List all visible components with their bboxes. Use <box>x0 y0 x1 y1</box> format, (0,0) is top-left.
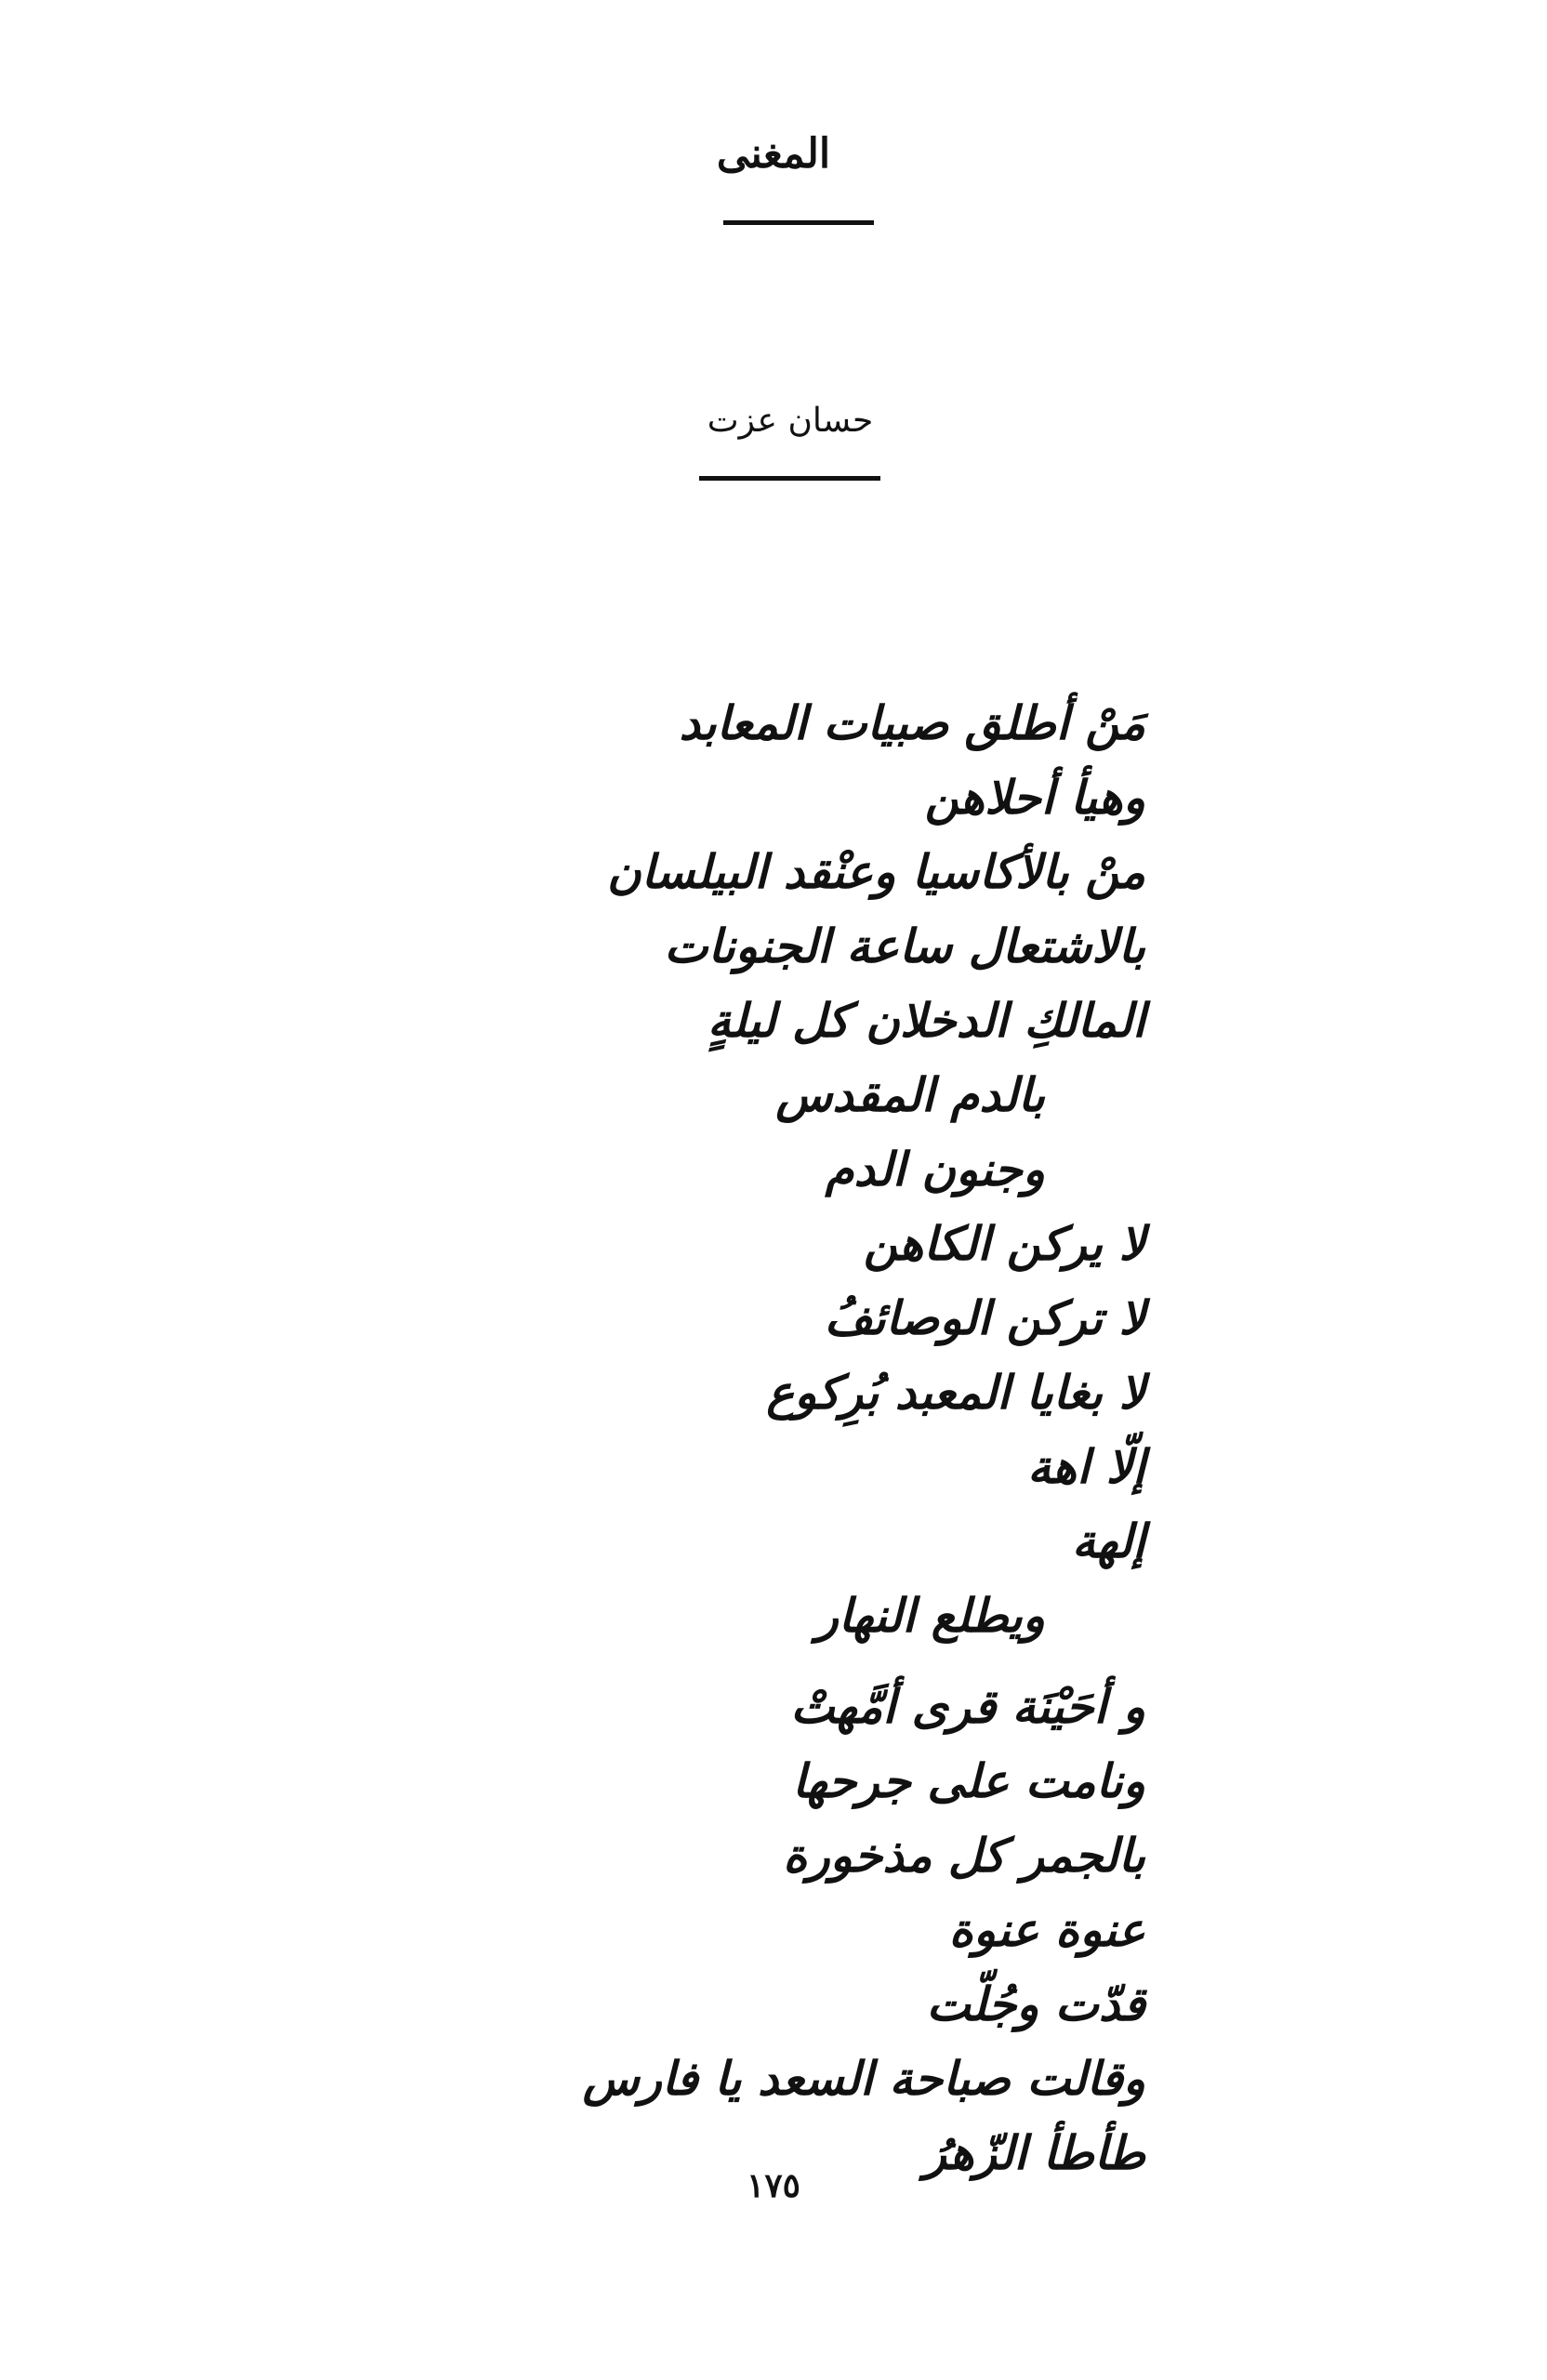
poem-body <box>309 686 1145 2190</box>
poem-line: إلّا اهة <box>1027 1439 1145 1494</box>
poem-line: بالاشتعال ساعة الجنونات <box>664 919 1145 973</box>
poem-line: ويطلع النهار <box>815 1588 1045 1643</box>
author-underline <box>699 476 880 481</box>
author-name: حسان عزت <box>707 402 874 440</box>
poem-line: إلهة <box>1072 1514 1145 1568</box>
poem-line: منْ بالأكاسيا وعنْقد البيلسان <box>606 844 1145 899</box>
title-underline <box>723 220 874 225</box>
poem-line: وجنون الدم <box>825 1142 1045 1197</box>
poem-line: وقالت صباحة السعد يا فارس <box>582 2051 1145 2106</box>
poem-line: طأطأ الزّهرُ <box>923 2125 1145 2180</box>
poem-line: مَنْ أطلق صبيات المعابد <box>679 695 1145 750</box>
poem-line: عنوة عنوة <box>948 1902 1145 1957</box>
poem-line: المالكِ الدخلان كل ليلةٍ <box>707 993 1145 1048</box>
poem-title: المغنى <box>716 130 831 178</box>
page-number: ١٧٥ <box>746 2166 800 2205</box>
poem-line: بالجمر كل مذخورة <box>783 1828 1145 1883</box>
poem-line: قدّت وجُلّت <box>926 1977 1145 2031</box>
poem-line: ونامت على جرحها <box>792 1753 1145 1808</box>
poem-line: و أحَيْنَة قرى أمَّهتْ <box>790 1679 1145 1734</box>
poem-line: لا يركن الكاهن <box>863 1216 1145 1271</box>
poem-line: لا تركن الوصائفُ <box>824 1290 1145 1345</box>
poem-line: لا بغايا المعبد بُرِكوع <box>766 1365 1145 1420</box>
poem-line: بالدم المقدس <box>775 1067 1045 1122</box>
poem-line: وهيأ أحلاهن <box>924 770 1145 825</box>
